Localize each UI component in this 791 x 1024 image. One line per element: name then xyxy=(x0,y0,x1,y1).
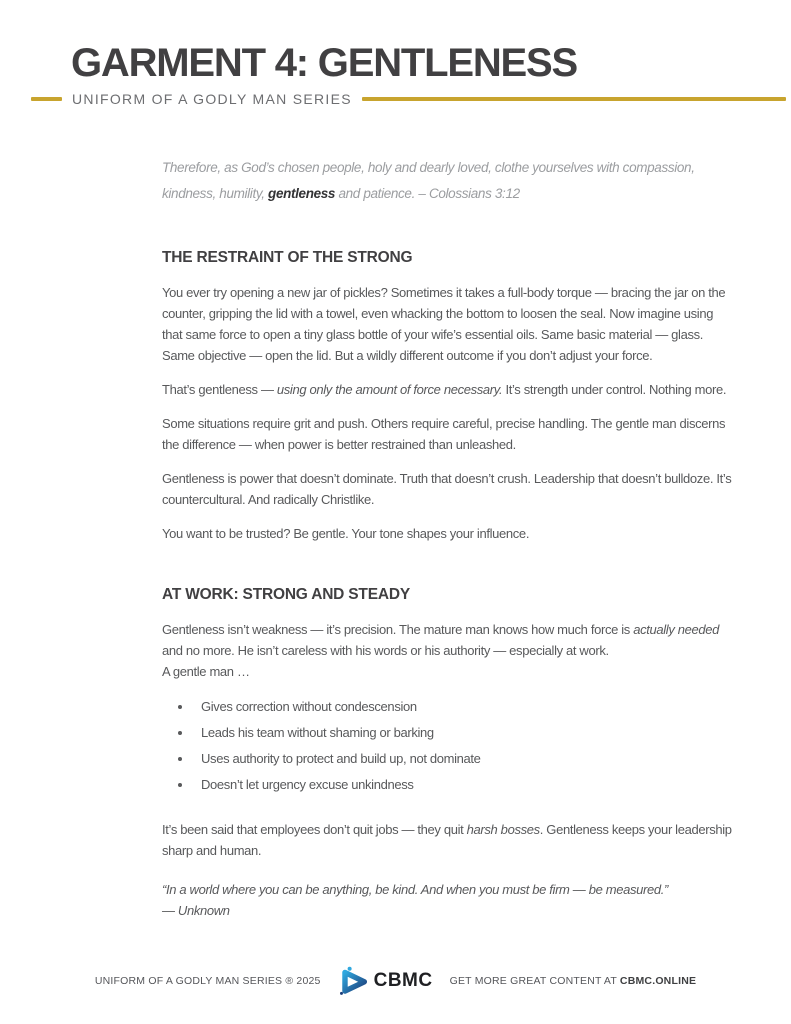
footer-cta-link: CBMC.ONLINE xyxy=(619,975,697,987)
cbmc-logo-icon xyxy=(338,966,369,996)
scripture-quote xyxy=(162,155,734,207)
text-run: harsh bosses xyxy=(466,822,540,837)
list-item: • Uses authority to protect and build up, not dominate xyxy=(193,748,734,769)
attribution-quote xyxy=(162,879,734,921)
text-run: — Unknown xyxy=(162,903,230,918)
text-run: using only the amount of force necessary. xyxy=(276,382,503,397)
text-run: A gentle man … xyxy=(162,664,250,679)
paragraph xyxy=(162,282,734,366)
footer xyxy=(0,966,791,996)
page-subtitle: UNIFORM OF A GODLY MAN SERIES xyxy=(72,91,352,107)
sections-container xyxy=(162,247,734,921)
text-run: Gentleness is power that doesn’t dominate. Truth that doesn’t crush. Leadership that doesn’t bulldoze. It’s countercultural. And radically Christlike. xyxy=(162,471,732,507)
text-run: and no more. He isn’t careless with his words or his authority — especially at work. xyxy=(162,643,609,658)
list-item: • Doesn’t let urgency excuse unkindness xyxy=(193,774,734,795)
text-run: That’s gentleness — xyxy=(162,382,277,397)
cbmc-logo xyxy=(338,966,433,996)
subtitle-row xyxy=(0,91,791,107)
footer-cta xyxy=(450,975,697,987)
bullet-list xyxy=(162,696,734,795)
accent-rule-right xyxy=(362,97,786,101)
text-run: It’s been said that employees don’t quit jobs — they quit xyxy=(162,822,467,837)
page-title: GARMENT 4: GENTLENESS xyxy=(71,41,577,85)
text-run: gentleness xyxy=(268,186,336,201)
paragraph xyxy=(162,413,734,455)
text-run: Some situations require grit and push. Others require careful, precise handling. The gentle man discerns the difference — when power is better restrained than unleashed. xyxy=(162,416,726,452)
accent-rule-left xyxy=(31,97,62,101)
text-run: actually needed xyxy=(633,622,720,637)
text-run: It’s strength under control. Nothing more. xyxy=(502,382,727,397)
paragraph xyxy=(162,819,734,861)
list-item: • Gives correction without condescension xyxy=(193,696,734,717)
list-item: • Leads his team without shaming or barking xyxy=(193,722,734,743)
document-body xyxy=(162,155,734,921)
footer-cta-prefix: GET MORE GREAT CONTENT AT xyxy=(449,975,620,987)
text-run: . Gentleness keeps your leadership sharp and human. xyxy=(162,822,732,858)
text-run: You want to be trusted? Be gentle. Your tone shapes your influence. xyxy=(162,526,530,541)
footer-series-text: UNIFORM OF A GODLY MAN SERIES ® 2025 xyxy=(94,975,321,987)
header xyxy=(0,0,791,107)
text-run: “In a world where you can be anything, be kind. And when you must be firm — be measured.” xyxy=(162,882,668,897)
paragraph xyxy=(162,468,734,510)
section-heading: THE RESTRAINT OF THE STRONG xyxy=(162,249,413,266)
text-run: Gentleness isn’t weakness — it’s precision. The mature man knows how much force is xyxy=(162,622,634,637)
paragraph xyxy=(162,619,734,682)
cbmc-logo-text: CBMC xyxy=(373,970,433,991)
text-run: Therefore, as God’s chosen people, holy and dearly loved, clothe yourselves with compassion, kindness, humility, xyxy=(162,160,695,201)
text-run: You ever try opening a new jar of pickles? Sometimes it takes a full-body torque — bracing the jar on the counter, gripping the lid with a towel, even whacking the bottom to loosen the seal. Now imagine using that same force to open a tiny glass bottle of your wife’s essential oils. Same basic material — glass. Same objective — open the lid. But a wildly different outcome if you don’t adjust your force. xyxy=(162,285,726,363)
text-run: and patience. – Colossians 3:12 xyxy=(335,186,520,201)
section-heading: AT WORK: STRONG AND STEADY xyxy=(162,586,410,603)
paragraph xyxy=(162,523,734,544)
paragraph xyxy=(162,379,734,400)
